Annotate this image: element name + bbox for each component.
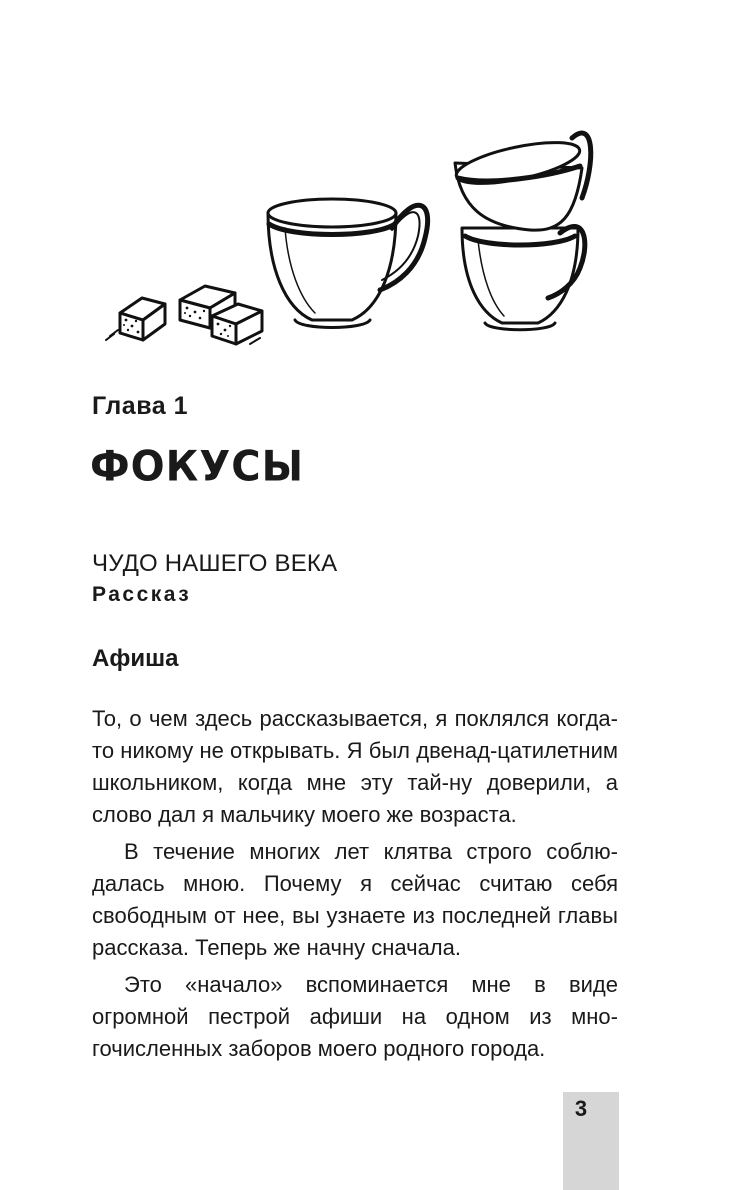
teacups-illustration bbox=[90, 108, 610, 353]
page-number: 3 bbox=[574, 1096, 588, 1121]
sugar-cube-icon bbox=[120, 298, 165, 340]
chapter-title: ФОКУСЫ bbox=[90, 442, 305, 492]
teacup-icon bbox=[268, 199, 428, 328]
chapter-label: Глава 1 bbox=[92, 392, 189, 420]
body-text bbox=[92, 703, 618, 1070]
stacked-teacups-icon bbox=[453, 133, 591, 330]
page-number-tab bbox=[563, 1092, 619, 1190]
paragraph: В течение многих лет клятва строго соблю-далась мною. Почему я сейчас считаю себя свободным от нее, вы узнаете из последней главы рассказа. Теперь же начну сначала. bbox=[92, 839, 618, 960]
paragraph: То, о чем здесь рассказывается, я поклялся когда-то никому не открывать. Я был двенад-цатилетним школьником, когда мне эту тай-ну доверили, а слово дал я мальчику моего же возраста. bbox=[92, 706, 618, 827]
story-subtitle: Рассказ bbox=[92, 583, 192, 606]
paragraph: Это «начало» вспоминается мне в виде огромной пестрой афиши на одном из мно-гочисленных заборов моего родного города. bbox=[92, 972, 618, 1061]
section-heading: Афиша bbox=[92, 645, 179, 672]
story-title: ЧУДО НАШЕГО ВЕКА bbox=[92, 550, 338, 577]
